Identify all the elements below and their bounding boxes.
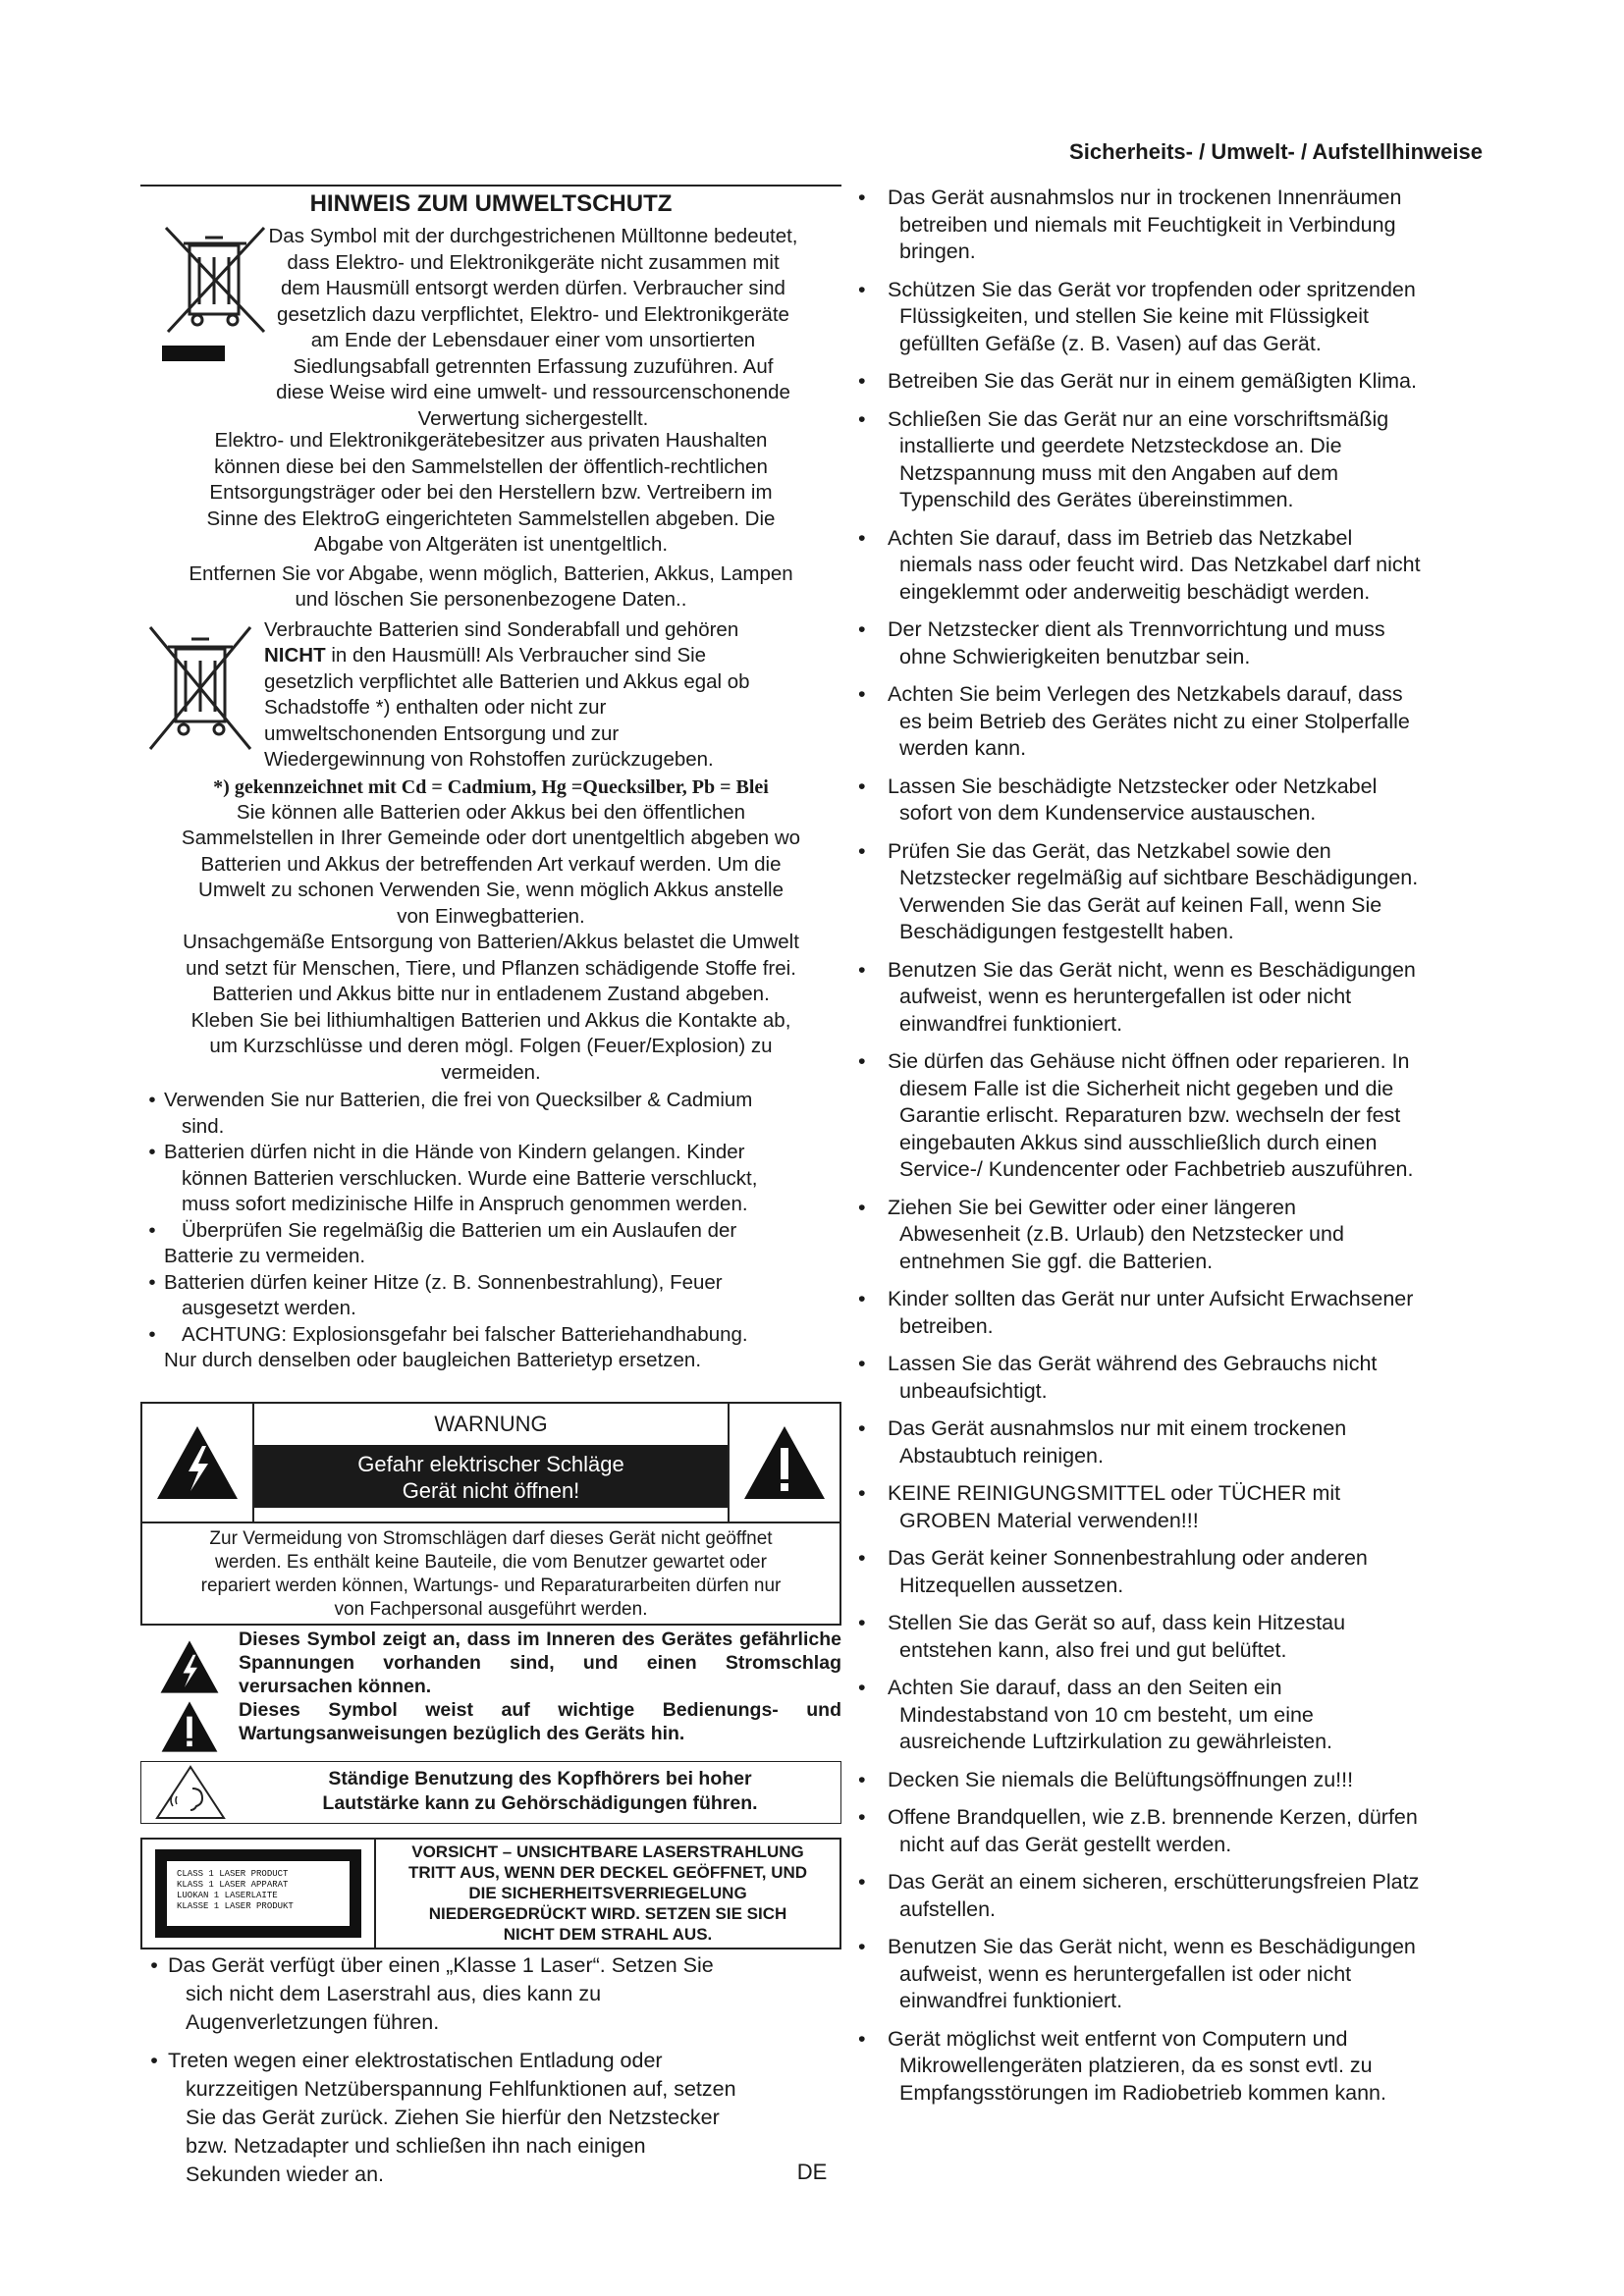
safety-line: Mikrowellengeräten platzieren, da es sonst evtl. zu: [899, 2054, 1373, 2077]
safety-line: Prüfen Sie das Gerät, das Netzkabel sowie den: [888, 838, 1331, 863]
bullet-line: ausgesetzt werden.: [182, 1297, 356, 1319]
safety-line: Schließen Sie das Gerät nur an eine vorschriftsmäßig: [888, 406, 1389, 431]
bullet-line: Batterien dürfen keiner Hitze (z. B. Sonnenbestrahlung), Feuer: [164, 1270, 723, 1294]
safety-list-item: [856, 1610, 1485, 1664]
paragraph-remove-batteries: [140, 561, 841, 614]
para-line: können diese bei den Sammelstellen der öffentlich-rechtlichen: [214, 454, 768, 478]
laser-line: TRITT AUS, WENN DER DECKEL GEÖFFNET, UND: [407, 1862, 808, 1882]
battery-line: Schadstoffe *) enthalten oder nicht zur: [264, 696, 607, 719]
laser-line: VORSICHT – UNSICHTBARE LASERSTRAHLUNG: [411, 1842, 804, 1861]
laser-plate-line: KLASS 1 LASER APPARAT: [177, 1879, 289, 1890]
bullet-dot: •: [858, 957, 866, 982]
safety-line: Hitzequellen aussetzen.: [899, 1573, 1124, 1597]
warning-note-line: werden. Es enthält keine Bauteile, die vom Benutzer gewartet oder: [215, 1551, 767, 1573]
bullet-line: Sie das Gerät zurück. Ziehen Sie hierfür den Netzstecker: [186, 2105, 720, 2129]
bullet-line: Sekunden wieder an.: [186, 2162, 385, 2186]
list-item: • ACHTUNG: Explosionsgefahr bei falscher Batteriehandhabung. Nur durch denselben oder baugleichen Batterietyp ersetzen.: [140, 1322, 841, 1374]
bullet-dot: •: [858, 1195, 866, 1219]
safety-line: eingeklemmt oder anderweitig beschädigt werden.: [899, 579, 1371, 604]
safety-line: aufweist, wenn es heruntergefallen ist oder nicht: [899, 1961, 1352, 1986]
intro-line: Das Symbol mit der durchgestrichenen Mülltonne bedeutet,: [268, 225, 798, 247]
safety-line: Betreiben Sie das Gerät nur in einem gemäßigten Klima.: [888, 369, 1417, 393]
bullet-dot: •: [858, 1049, 866, 1073]
bullet-line: Das Gerät verfügt über einen „Klasse 1 Laser“. Setzen Sie: [168, 1952, 714, 1977]
battery-bold: NICHT: [264, 644, 326, 667]
safety-line: aufweist, wenn es heruntergefallen ist oder nicht: [899, 985, 1352, 1008]
laser-bullets: [140, 1951, 841, 2189]
safety-line: unbeaufsichtigt.: [899, 1378, 1048, 1403]
bullet-dot: •: [858, 1767, 866, 1791]
bullet-line: Überprüfen Sie regelmäßig die Batterien um ein Auslaufen der: [182, 1218, 737, 1242]
paragraph-collection: [140, 428, 841, 559]
safety-list-item: [856, 774, 1485, 828]
safety-line: nicht auf das Gerät gestellt werden.: [899, 1832, 1232, 1856]
safety-line: Beschädigungen festgestellt haben.: [899, 920, 1234, 943]
safety-list-item: [856, 1195, 1485, 1276]
safety-line: ausreichende Luftzirkulation zu gewährleisten.: [899, 1730, 1333, 1753]
bullet-dot: •: [858, 682, 866, 706]
bullet-line: sind.: [182, 1114, 225, 1138]
safety-line: Ziehen Sie bei Gewitter oder einer längeren: [888, 1195, 1296, 1219]
safety-line: Sie dürfen das Gehäuse nicht öffnen oder reparieren. In: [888, 1049, 1410, 1073]
left-column: [140, 185, 841, 2189]
safety-line: Netzspannung muss mit den Angaben auf dem: [899, 460, 1339, 485]
footnote-heavy-metals: *) gekennzeichnet mit Cd = Cadmium, Hg =Quecksilber, Pb = Blei: [213, 775, 769, 798]
safety-line: diesem Falle ist die Sicherheit nicht gegeben und die: [899, 1076, 1394, 1100]
safety-line: Flüssigkeiten, und stellen Sie keine mit Flüssigkeit: [899, 304, 1369, 328]
safety-line: Stellen Sie das Gerät so auf, dass kein Hitzestau: [888, 1611, 1346, 1634]
safety-line: KEINE REINIGUNGSMITTEL oder TÜCHER mit: [888, 1481, 1341, 1505]
bullet-dot: •: [858, 1870, 866, 1894]
intro-line: am Ende der Lebensdauer einer vom unsortierten: [310, 329, 756, 351]
weee-block: [140, 220, 841, 428]
safety-line: Achten Sie darauf, dass im Betrieb das Netzkabel: [888, 525, 1353, 550]
intro-line: diese Weise wird eine umwelt- und ressourcenschonende: [276, 381, 790, 403]
section-title: HINWEIS ZUM UMWELTSCHUTZ: [140, 185, 841, 220]
bullet-line: Treten wegen einer elektrostatischen Entladung oder: [168, 2048, 663, 2072]
bullet-dot: •: [858, 2026, 866, 2051]
lightning-warning-icon: [159, 1639, 220, 1694]
paragraph-improper-disposal: [140, 930, 841, 1086]
safety-line: Empfangsstörungen im Radiobetrieb kommen kann.: [899, 2080, 1386, 2105]
bullet-line: ACHTUNG: Explosionsgefahr bei falscher Batteriehandhabung.: [182, 1322, 748, 1346]
safety-line: einwandfrei funktioniert.: [899, 1989, 1123, 2012]
battery-line: Wiedergewinnung von Rohstoffen zurückzugeben.: [264, 748, 714, 771]
para-line: Sinne des ElektroG eingerichteten Sammelstellen abgeben. Die: [206, 507, 776, 530]
safety-list-item: [856, 368, 1485, 396]
bullet-dot: •: [858, 1416, 866, 1440]
safety-line: ohne Schwierigkeiten benutzbar sein.: [899, 644, 1251, 668]
safety-line: Decken Sie niemals die Belüftungsöffnungen zu!!!: [888, 1767, 1354, 1791]
safety-line: Offene Brandquellen, wie z.B. brennende Kerzen, dürfen: [888, 1805, 1418, 1829]
bullet-dot: •: [858, 1481, 866, 1505]
intro-line: Verwertung sichergestellt.: [417, 406, 649, 430]
headphone-warning-box: [140, 1761, 841, 1824]
symbol-lightning-text: Dieses Symbol zeigt an, dass im Inneren des Gerätes gefährliche Spannungen vorhanden sind, und einen Stromschlag verursachen können.: [239, 1628, 841, 1697]
safety-line: Das Gerät ausnahmslos nur in trockenen Innenräumen: [888, 186, 1402, 209]
page-header-title: Sicherheits- / Umwelt- / Aufstellhinweise: [1069, 139, 1483, 164]
safety-list-item: [856, 2026, 1485, 2108]
safety-list-item: [856, 681, 1485, 763]
para-line: Sie können alle Batterien oder Akkus bei den öffentlichen: [236, 800, 746, 824]
bullet-line: muss sofort medizinische Hilfe in Anspruch genommen werden.: [182, 1193, 748, 1215]
safety-list-item: [856, 1767, 1485, 1794]
bullet-line: Verwenden Sie nur Batterien, die frei von Quecksilber & Cadmium: [164, 1089, 753, 1111]
symbol-lightning-row: [140, 1628, 841, 1698]
bullet-dot: •: [858, 1935, 866, 1958]
safety-list-item: [856, 277, 1485, 358]
symbol-exclamation-row: [140, 1698, 841, 1753]
safety-line: Garantie erlischt. Reparaturen bzw. wechseln der fest: [899, 1103, 1401, 1127]
bullet-line: sich nicht dem Laserstrahl aus, dies kann zu: [186, 1981, 602, 2005]
warning-dark-line: Gefahr elektrischer Schläge: [357, 1451, 624, 1476]
warning-note-line: von Fachpersonal ausgeführt werden.: [334, 1598, 648, 1620]
para-line: Kleben Sie bei lithiumhaltigen Batterien und Akkus die Kontakte ab,: [190, 1008, 791, 1032]
bullet-dot: •: [858, 774, 866, 798]
exclamation-warning-icon: [742, 1424, 827, 1501]
bullet-dot: •: [858, 525, 866, 550]
safety-line: Lassen Sie beschädigte Netzstecker oder Netzkabel: [888, 774, 1378, 798]
bullet-dot: •: [858, 838, 866, 863]
para-line: um Kurzschlüsse und deren mögl. Folgen (Feuer/Explosion) zu: [209, 1035, 773, 1057]
laser-plate-line: KLASSE 1 LASER PRODUKT: [177, 1900, 294, 1911]
bullet-line: bzw. Netzadapter und schließen ihn nach einigen: [186, 2133, 646, 2158]
warning-note: [142, 1523, 839, 1624]
hearing-damage-icon: [155, 1765, 226, 1820]
safety-list-item: [856, 406, 1485, 514]
bullet-line: Batterien dürfen nicht in die Hände von Kindern gelangen. Kinder: [164, 1141, 745, 1163]
safety-line: installierte und geerdete Netzsteckdose an. Die: [899, 434, 1342, 457]
safety-list-item: [856, 616, 1485, 670]
bullet-line: können Batterien verschlucken. Wurde eine Batterie verschluckt,: [182, 1166, 758, 1190]
safety-line: Achten Sie darauf, dass an den Seiten ein: [888, 1676, 1282, 1699]
safety-list-item: [856, 1545, 1485, 1599]
page-label: DE: [796, 2160, 828, 2184]
safety-line: eingebauten Akkus sind ausschließlich durch einen: [899, 1130, 1378, 1154]
safety-line: Netzstecker regelmäßig auf sichtbare Beschädigungen.: [899, 866, 1419, 889]
safety-line: Das Gerät ausnahmslos nur mit einem trockenen: [888, 1416, 1347, 1440]
intro-line: dem Hausmüll entsorgt werden dürfen. Verbraucher sind: [281, 277, 785, 299]
battery-line: umweltschonenden Entsorgung und zur: [264, 721, 620, 745]
crossed-battery-bin-icon: [146, 623, 254, 761]
bullet-dot: •: [858, 1546, 866, 1570]
safety-line: Das Gerät keiner Sonnenbestrahlung oder anderen: [888, 1546, 1368, 1570]
headphone-line: Lautstärke kann zu Gehörschädigungen führen.: [322, 1791, 758, 1814]
para-line: Batterien und Akkus der betreffenden Art verkauf werden. Um die: [200, 852, 782, 876]
para-line: Umwelt zu schonen Verwenden Sie, wenn möglich Akkus anstelle: [198, 879, 784, 901]
safety-line: betreiben und niemals mit Feuchtigkeit in Verbindung: [899, 212, 1396, 237]
laser-line: NIEDERGEDRÜCKT WIRD. SETZEN SIE SICH: [428, 1903, 787, 1923]
intro-line: Siedlungsabfall getrennten Erfassung zuzuführen. Auf: [293, 354, 774, 378]
battery-line: Verbrauchte Batterien sind Sonderabfall und gehören: [264, 617, 739, 641]
safety-line: aufstellen.: [899, 1896, 997, 1921]
list-item: • Treten wegen einer elektrostatischen Entladung oder kurzzeitigen Netzüberspannung Fehlfunktionen auf, setzen Sie das Gerät zurück. Ziehen Sie hierfür den Netzstecker bzw. Netzadapter und schließen ihn nach einigen Sekunden wieder an.: [140, 2047, 841, 2189]
safety-line: gefüllten Gefäße (z. B. Vasen) auf das Gerät.: [899, 331, 1322, 355]
list-item: • Verwenden Sie nur Batterien, die frei von Quecksilber & Cadmium sind.: [140, 1088, 841, 1140]
bullet-dot: •: [858, 277, 866, 301]
intro-line: gesetzlich dazu verpflichtet, Elektro- und Elektronikgeräte: [277, 302, 789, 326]
safety-list-item: [856, 1934, 1485, 2015]
safety-list-item: [856, 1869, 1485, 1923]
safety-list-item: [856, 957, 1485, 1039]
para-line: Elektro- und Elektronikgerätebesitzer aus privaten Haushalten: [214, 429, 768, 452]
para-line: vermeiden.: [441, 1060, 541, 1084]
battery-block: [140, 617, 841, 774]
battery-line: gesetzlich verpflichtet alle Batterien und Akkus egal ob: [264, 669, 750, 693]
warning-note-line: Zur Vermeidung von Stromschlägen darf dieses Gerät nicht geöffnet: [209, 1527, 773, 1549]
safety-line: niemals nass oder feucht wird. Das Netzkabel darf nicht: [899, 553, 1421, 576]
laser-line: DIE SICHERHEITSVERRIEGELUNG: [468, 1883, 747, 1902]
right-column: [856, 185, 1485, 2117]
symbol-exclamation-text: Dieses Symbol weist auf wichtige Bedienungs- und Wartungsanweisungen bezüglich des Geräts hin.: [239, 1698, 841, 1744]
safety-line: Typenschild des Gerätes übereinstimmen.: [899, 488, 1294, 511]
bullet-line: Augenverletzungen führen.: [186, 2009, 440, 2034]
safety-line: Mindestabstand von 10 cm besteht, um eine: [899, 1702, 1314, 1727]
paragraph-collection-points: [140, 800, 841, 931]
battery-line: [264, 643, 843, 669]
safety-line: GROBEN Material verwenden!!!: [899, 1508, 1199, 1532]
lightning-warning-icon: [155, 1424, 240, 1501]
safety-line: werden kann.: [899, 736, 1027, 760]
safety-line: Benutzen Sie das Gerät nicht, wenn es Beschädigungen: [888, 957, 1416, 982]
safety-line: Abwesenheit (z.B. Urlaub) den Netzstecker und: [899, 1222, 1344, 1246]
warning-box: [140, 1402, 841, 1626]
safety-line: Service-/ Kundencenter oder Fachbetrieb auszuführen.: [899, 1157, 1414, 1181]
warning-dark-banner: [254, 1445, 728, 1508]
battery-bullets: [140, 1088, 841, 1374]
exclamation-warning-icon: [159, 1700, 220, 1753]
safety-line: entstehen kann, also frei und gut belüftet.: [899, 1637, 1287, 1662]
safety-line: Benutzen Sie das Gerät nicht, wenn es Beschädigungen: [888, 1935, 1416, 1958]
safety-line: einwandfrei funktioniert.: [899, 1011, 1123, 1036]
intro-line: dass Elektro- und Elektronikgeräte nicht zusammen mit: [287, 250, 780, 274]
safety-line: sofort von dem Kundenservice austauschen.: [899, 801, 1317, 825]
safety-list-item: [856, 185, 1485, 266]
bullet-line: Nur durch denselben oder baugleichen Batterietyp ersetzen.: [164, 1349, 702, 1371]
bullet-line: Batterie zu vermeiden.: [164, 1245, 366, 1267]
safety-line: bringen.: [899, 240, 976, 263]
safety-list-item: [856, 1804, 1485, 1858]
headphone-line: Ständige Benutzung des Kopfhörers bei hoher: [328, 1767, 752, 1789]
warning-dark-line: Gerät nicht öffnen!: [402, 1477, 580, 1503]
safety-list-item: [856, 1480, 1485, 1534]
para-line: und setzt für Menschen, Tiere, und Pflanzen schädigende Stoffe frei.: [186, 956, 796, 980]
safety-line: Lassen Sie das Gerät während des Gebrauchs nicht: [888, 1352, 1378, 1375]
safety-line: Der Netzstecker dient als Trennvorrichtung und muss: [888, 617, 1385, 641]
safety-line: Abstaubtuch reinigen.: [899, 1443, 1104, 1468]
bullet-dot: •: [858, 1287, 866, 1310]
para-line: und löschen Sie personenbezogene Daten..: [295, 588, 687, 611]
safety-line: Das Gerät an einem sicheren, erschütterungsfreien Platz: [888, 1870, 1420, 1894]
list-item: • Batterien dürfen nicht in die Hände von Kindern gelangen. Kinder können Batterien verschlucken. Wurde eine Batterie verschluckt, muss sofort medizinische Hilfe in Anspruch genommen werden.: [140, 1140, 841, 1218]
bullet-dot: •: [858, 1805, 866, 1829]
safety-line: es beim Betrieb des Gerätes nicht zu einer Stolperfalle: [899, 709, 1410, 733]
list-item: • Das Gerät verfügt über einen „Klasse 1 Laser“. Setzen Sie sich nicht dem Laserstrahl aus, dies kann zu Augenverletzungen führen.: [140, 1951, 841, 2037]
warning-note-line: repariert werden können, Wartungs- und Reparaturarbeiten dürfen nur: [200, 1575, 782, 1596]
laser-plate-line: CLASS 1 LASER PRODUCT: [177, 1868, 289, 1879]
safety-list-item: [856, 1675, 1485, 1756]
bullet-dot: •: [858, 617, 866, 641]
bullet-line: kurzzeitigen Netzüberspannung Fehlfunktionen auf, setzen: [186, 2076, 736, 2101]
list-item: • Überprüfen Sie regelmäßig die Batterien um ein Auslaufen der Batterie zu vermeiden.: [140, 1218, 841, 1270]
para-line: Entsorgungsträger oder bei den Herstellern bzw. Vertreibern im: [209, 481, 773, 504]
para-line: Entfernen Sie vor Abgabe, wenn möglich, Batterien, Akkus, Lampen: [189, 561, 793, 585]
para-line: Abgabe von Altgeräten ist unentgeltlich.: [313, 533, 669, 556]
para-line: Sammelstellen in Ihrer Gemeinde oder dort unentgeltlich abgeben wo: [181, 827, 801, 849]
safety-list-item: [856, 838, 1485, 946]
safety-list-item: [856, 1048, 1485, 1184]
bullet-dot: •: [858, 1676, 866, 1699]
bullet-dot: •: [858, 1352, 866, 1375]
para-line: Unsachgemäße Entsorgung von Batterien/Akkus belastet die Umwelt: [183, 931, 799, 953]
laser-warning-box: [140, 1838, 841, 1949]
bullet-dot: •: [858, 406, 866, 431]
warning-label: WARNUNG: [434, 1411, 548, 1436]
laser-class-label: [155, 1849, 361, 1938]
laser-plate-line: LUOKAN 1 LASERLAITE: [177, 1890, 278, 1900]
safety-line: Achten Sie beim Verlegen des Netzkabels darauf, dass: [888, 682, 1403, 706]
safety-line: betreiben.: [899, 1313, 994, 1338]
bullet-dot: •: [858, 369, 866, 393]
para-line: Batterien und Akkus bitte nur in entladenem Zustand abgeben.: [212, 983, 770, 1005]
safety-line: Schützen Sie das Gerät vor tropfenden oder spritzenden: [888, 277, 1416, 301]
safety-line: Kinder sollten das Gerät nur unter Aufsicht Erwachsener: [888, 1287, 1414, 1310]
safety-list-item: [856, 1351, 1485, 1405]
safety-line: entnehmen Sie ggf. die Batterien.: [899, 1249, 1214, 1273]
bullet-dot: •: [858, 1611, 866, 1634]
safety-list-item: [856, 1286, 1485, 1340]
bullet-dot: •: [858, 186, 866, 209]
safety-line: Gerät möglichst weit entfernt von Computern und: [888, 2026, 1348, 2051]
para-line: von Einwegbatterien.: [397, 904, 585, 928]
list-item: • Batterien dürfen keiner Hitze (z. B. Sonnenbestrahlung), Feuer ausgesetzt werden.: [140, 1270, 841, 1322]
battery-line-rest: in den Hausmüll! Als Verbraucher sind Sie: [325, 644, 707, 667]
safety-list-item: [856, 1415, 1485, 1469]
safety-line: Verwenden Sie das Gerät auf keinen Fall, wenn Sie: [899, 892, 1382, 917]
safety-list-item: [856, 525, 1485, 607]
laser-line: NICHT DEM STRAHL AUS.: [503, 1924, 713, 1944]
